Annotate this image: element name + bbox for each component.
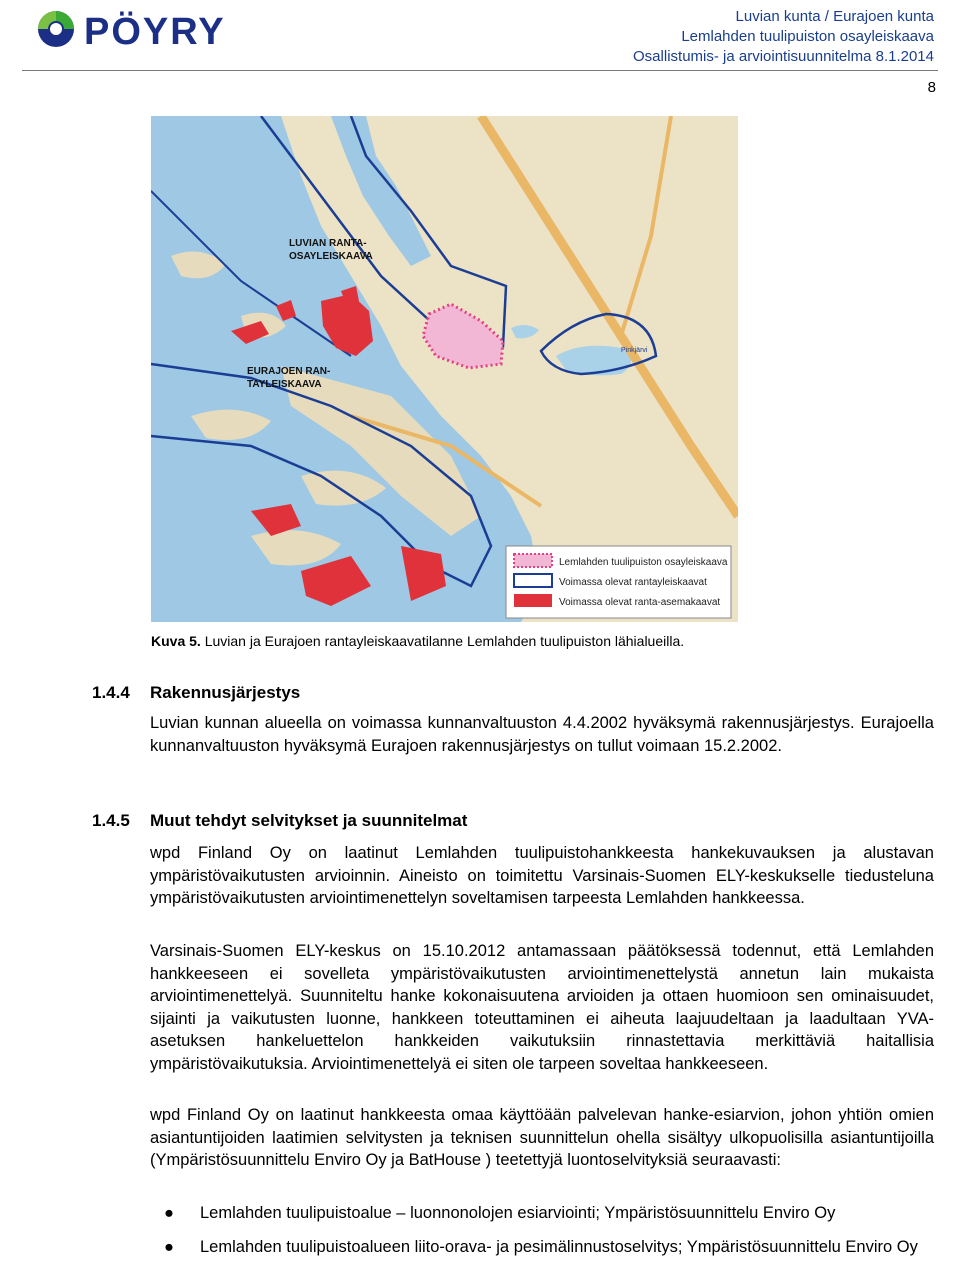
bullet-icon: ● [164,1204,174,1222]
paragraph-building-code: Luvian kunnan alueella on voimassa kunnanvaltuuston 4.4.2002 hyväksymä rakennusjärjestys. Eurajoella kunnanvaltuuston hyväksymä Eurajoen rakennusjärjestys on tullut voimaan 15.2.2002. [150,714,934,755]
list-item-text: Lemlahden tuulipuistoalueen liito-orava- ja pesimälinnustoselvitys; Ympäristösuunnittelu Enviro Oy [200,1238,918,1256]
map-label-luvia-line1: LUVIAN RANTA- [289,238,367,249]
header-municipalities: Luvian kunta / Eurajoen kunta [735,8,934,25]
map-label-eurajoki-line2: TAYLEISKAAVA [247,379,322,390]
section-number: 1.4.5 [92,811,130,830]
figure-caption [151,633,684,649]
list-item-text: Lemlahden tuulipuistoalue – luonnonolojen esiarviointi; Ympäristösuunnittelu Enviro Oy [200,1204,836,1222]
legend-swatch-shore-master-plan [514,574,552,587]
header-document-title: Osallistumis- ja arviointisuunnitelma 8.1.2014 [633,48,934,65]
figure-caption-label: Kuva 5. [151,633,201,649]
map-label-lake: Pinkjärvi [621,347,648,354]
logo-wordmark: PÖYRY [84,11,226,52]
list-item [164,1202,934,1225]
section-title: Muut tehdyt selvitykset ja suunnitelmat [150,811,468,830]
section-heading-144 [92,683,300,703]
bullet-icon: ● [164,1238,174,1256]
legend-label-shore-detailed-plan: Voimassa olevat ranta-asemakaavat [559,597,721,608]
map-legend [506,546,731,618]
legend-swatch-wind-park [514,554,552,567]
map-label-eurajoki-line1: EURAJOEN RAN- [247,366,331,377]
paragraph-project-description: wpd Finland Oy on laatinut Lemlahden tuulipuistohankkeesta hankekuvauksen ja alustavan ympäristövaikutusten arvioinnin. Aineisto on toimitettu Varsinais-Suomen ELY-keskukselle tiedusteluna ympäristövaikutusten arviointimenettelyn soveltamisen tarpeesta Lemlahden hankkeessa. [150,844,934,908]
header-divider [22,70,938,71]
legend-label-shore-master-plan: Voimassa olevat rantayleiskaavat [559,577,707,588]
list-item [164,1236,934,1259]
document-header [633,7,934,67]
paragraph-ely-decision: Varsinais-Suomen ELY-keskus on 15.10.2012 antamassaan päätöksessä todennut, että Lemlahden hankkeeseen ei sovelleta ympäristövaikutusten arviointimenettelystä annetun lain mukaista arviointimenettelyä. Suunniteltu hanke kokonaisuutena arvioiden ja ottaen huomioon sen ominaisuudet, sijainti ja vaikutusten luonne, hankkeen toteuttaminen ei aiheuta laajuudeltaan ja laadultaan YVA-asetuksen hankeluettelon hankkeiden vaikutuksiin rinnastettavia merkittäviä haitallisia ympäristövaikutuksia. Arviointimenettelyä ei siten ole tarpeen soveltaa hankkeeseen. [150,942,934,1073]
section-heading-145 [92,811,467,831]
legend-swatch-shore-detailed-plan [514,594,552,607]
plan-map [151,116,738,622]
section-title: Rakennusjärjestys [150,683,301,702]
map-label-luvia-line2: OSAYLEISKAAVA [289,251,373,262]
figure-caption-text: Luvian ja Eurajoen rantayleiskaavatilanne Lemlahden tuulipuiston lähialueilla. [204,633,685,649]
poyry-logo [34,6,274,52]
header-plan-name: Lemlahden tuulipuiston osayleiskaava [681,28,934,45]
paragraph-pre-assessment: wpd Finland Oy on laatinut hankkeesta omaa käyttöään palvelevan hanke-esiarvion, johon yhtiön omien asiantuntijoiden laatimien selvitysten ja teknisen suunnittelun ohella sisältyy ulkopuolisilla asiantuntijoilla (Ympäristösuunnittelu Enviro Oy ja BatHouse ) teetettyjä luontoselvityksiä seuraavasti: [150,1106,934,1170]
legend-label-wind-park: Lemlahden tuulipuiston osayleiskaava [559,557,728,568]
section-number: 1.4.4 [92,683,130,702]
page-number: 8 [927,79,936,96]
